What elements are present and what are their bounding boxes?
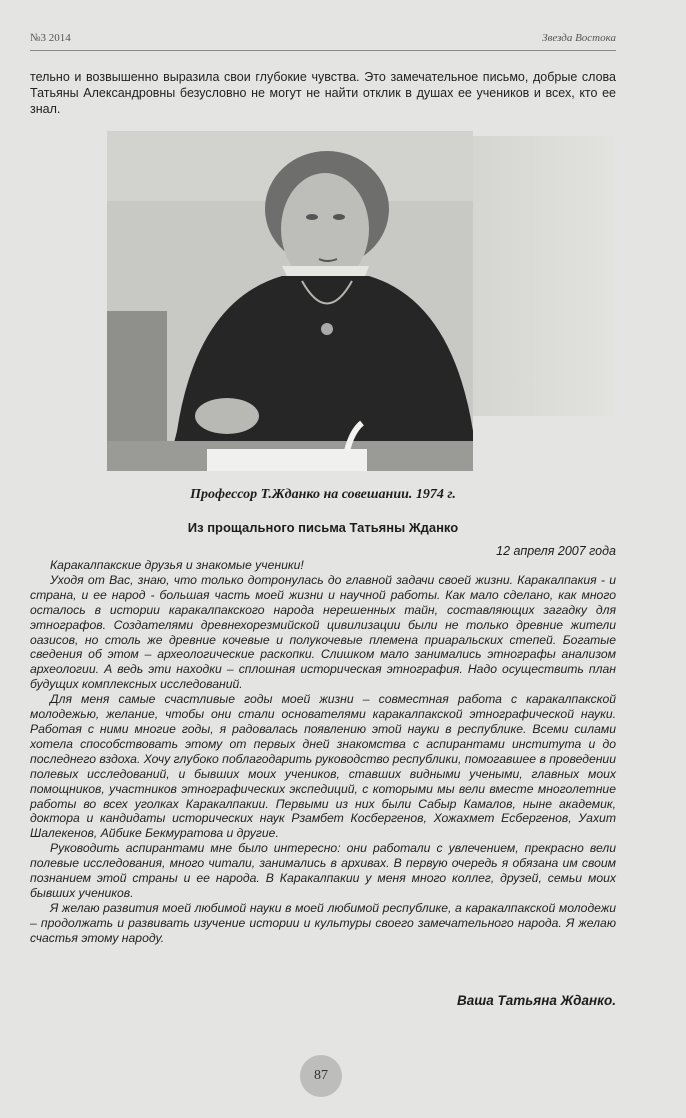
header-divider bbox=[30, 50, 616, 51]
letter-paragraph: Уходя от Вас, знаю, что только дотронулась до главной задачи своей жизни. Каракалпакия - и страна, и ее народ - большая часть моей жизни и научной работы. Как мало сделано, как много осталось в истории каракалпакского народа нерешенных тайн, составляющих загадку для этнографов. Создателями древнехорезмийской цивилизации были не только древние жители оазисов, но столь же древние кочевые и полукочевые племена приаральских степей. Богатые сведения об этом – археологические раскопки. Слишком мало занимались этнографы анализом археологии. А ведь эти находки – сплошная историческая этнография. Надо осуществить план будущих комплексных исследований. bbox=[30, 572, 616, 692]
page-number: 87 bbox=[300, 1055, 342, 1097]
letter-signature: Ваша Татьяна Жданко. bbox=[456, 993, 616, 1008]
letter-date: 12 апреля 2007 года bbox=[496, 544, 616, 558]
background-bleed-through bbox=[473, 136, 613, 416]
letter-title: Из прощального письма Татьяны Жданко bbox=[187, 520, 459, 535]
letter-paragraph: Руководить аспирантами мне было интересно: они работали с увлечением, прекрасно вели полевые исследования, много читали, занимались в архивах. В первую очередь я обязана им своим познанием этой страны и ее народа. В Каракалпакии у меня много коллег, друзей, семьи моих бывших учеников. bbox=[30, 841, 616, 900]
letter-paragraph: Каракалпакские друзья и знакомые ученики! bbox=[50, 558, 304, 572]
photo-caption: Профессор Т.Жданко на совешании. 1974 г. bbox=[190, 487, 456, 502]
letter-body bbox=[30, 558, 616, 946]
letter-paragraph: Я желаю развития моей любимой науки в моей любимой республике, а каракалпакской молодежи – продолжать и развивать изучение истории и культуры своего замечательного народа. Я желаю счастья этому народу. bbox=[30, 900, 616, 945]
letter-paragraph: Для меня самые счастливые годы моей жизни – совместная работа с каракалпакской молодежью, желание, чтобы они стали основателями каракалпакской этнографической науки. Работая с ними многие годы, я радовалась появлению этой науки в республике. Всеми силами хотела способствовать этому от первых дней знакомства с аспирантами института и до последнего вздоха. Хочу глубоко поблагодарить руководство республики, помогавшее в проведении полевых исследований, и бывших моих учеников, ставших видными учеными, главных моих помощников, участников этнографических экспедиций, с которыми мы вели вместе многолетние работы во всех уголках Каракалпакии. Первыми из них были Сабыр Камалов, ныне академик, доктора и кандидаты исторических наук Рзамбет Косбергенов, Хожахмет Есбергенов, Уахит Шалекенов, Айбике Бекмуратова и другие. bbox=[30, 692, 616, 841]
running-header bbox=[30, 32, 616, 48]
journal-name: Звезда Востока bbox=[542, 32, 616, 44]
intro-paragraph: тельно и возвышенно выразила свои глубокие чувства. Это замечательное письмо, добрые слова Татьяны Александровны безусловно не могут не найти отклик в душах ее учеников и всех, кто ее знал. bbox=[30, 70, 616, 116]
portrait-photo bbox=[107, 131, 473, 471]
portrait-illustration bbox=[107, 131, 473, 471]
issue-number: №3 2014 bbox=[30, 32, 71, 44]
